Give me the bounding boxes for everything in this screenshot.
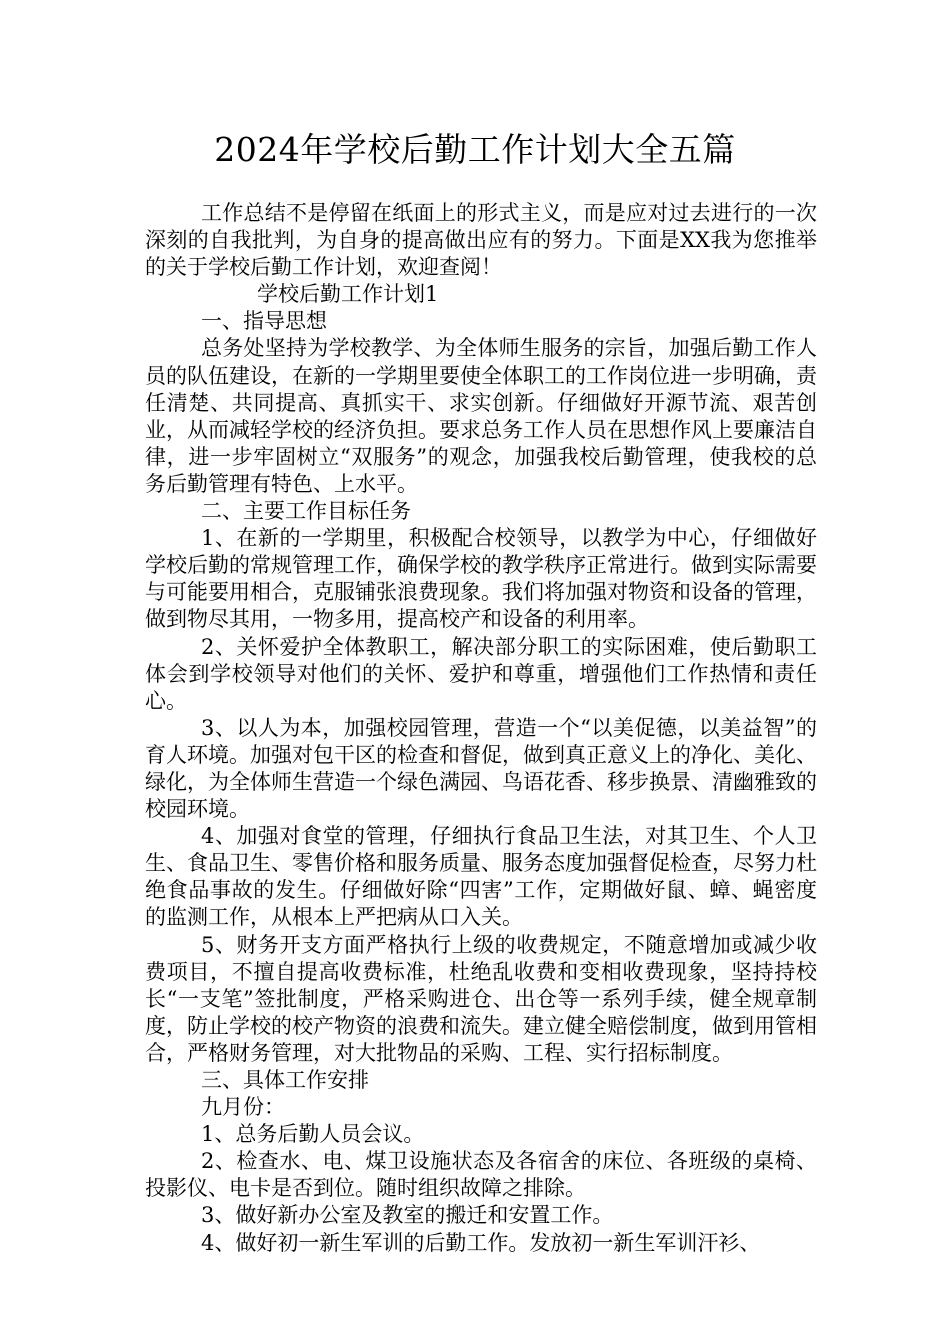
document-title: 2024年学校后勤工作计划大全五篇 [214,130,736,169]
paragraph: 1、总务后勤人员会议。 [201,1122,425,1147]
paragraph: 二、主要工作目标任务 [201,499,411,524]
paragraph: 3、以人为本，加强校园管理，营造一个“以美促德，以美益智”的育人环境。加强对包干区的检查和督促，做到真正意义上的净化、美化、绿化，为全体师生营造一个绿色满园、鸟语花香、移步换景、清幽雅致的校园环境。 [145,715,817,822]
paragraph: 三、具体工作安排 [201,1068,369,1092]
paragraph: 总务处坚持为学校教学、为全体师生服务的宗旨，加强后勤工作人员的队伍建设，在新的一学期里要使全体职工的工作岗位进一步明确，责任清楚、共同提高、真抓实干、求实创新。仔细做好开源节流、艰苦创业，从而减轻学校的经济负担。要求总务工作人员在思想作风上要廉洁自律，进一步牢固树立“双服务”的观念，加强我校后勤管理，使我校的总务后勤管理有特色、上水平。 [145,336,817,496]
paragraph: 4、加强对食堂的管理，仔细执行食品卫生法，对其卫生、个人卫生、食品卫生、零售价格和服务质量、服务态度加强督促检查，尽努力杜绝食品事故的发生。仔细做好除“四害”工作，定期做好鼠、蟑、蝇密度的监测工作，从根本上严把病从口入关。 [145,824,817,930]
paragraph: 4、做好初一新生军训的后勤工作。发放初一新生军训汗衫、 [201,1230,761,1255]
paragraph: 3、做好新办公室及教室的搬迁和安置工作。 [201,1203,614,1228]
paragraph: 5、财务开支方面严格执行上级的收费规定，不随意增加或减少收费项目，不擅自提高收费标准，杜绝乱收费和变相收费现象，坚持持校长“一支笔”签批制度，严格采购进仓、出仓等一系列手续，健全规章制度，防止学校的校产物资的浪费和流失。建立健全赔偿制度，做到用管相合，严格财务管理，对大批物品的采购、工程、实行招标制度。 [145,932,817,1065]
paragraph: 学校后勤工作计划1 [257,282,439,307]
document-body [145,200,817,1257]
paragraph: 一、指导思想 [201,309,327,334]
paragraph: 2、检查水、电、煤卫设施状态及各宿舍的床位、各班级的桌椅、投影仪、电卡是否到位。随时组织故障之排除。 [145,1149,817,1201]
paragraph: 1、在新的一学期里，积极配合校领导，以教学为中心，仔细做好学校后勤的常规管理工作，确保学校的教学秩序正常进行。做到实际需要与可能要用相合，克服铺张浪费现象。我们将加强对物资和设备的管理，做到物尽其用，一物多用，提高校产和设备的利用率。 [145,526,817,632]
paragraph: 工作总结不是停留在纸面上的形式主义，而是应对过去进行的一次深刻的自我批判，为自身的提高做出应有的努力。下面是XX我为您推举的关于学校后勤工作计划，欢迎查阅！ [145,201,817,280]
paragraph: 2、关怀爱护全体教职工，解决部分职工的实际困难，使后勤职工体会到学校领导对他们的关怀、爱护和尊重，增强他们工作热情和责任心。 [145,634,817,713]
paragraph: 九月份： [201,1095,285,1120]
